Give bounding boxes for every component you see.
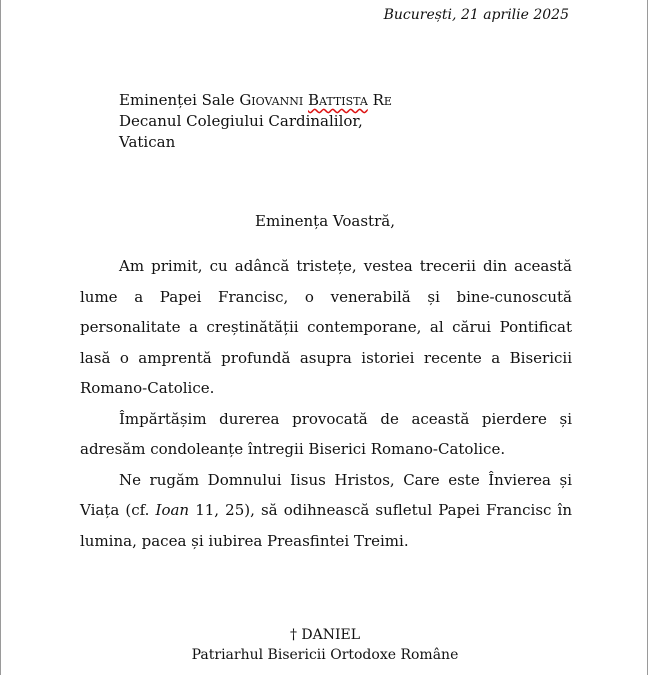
addressee-line-2: Decanul Colegiului Cardinalilor, bbox=[119, 112, 363, 130]
spellcheck-underline[interactable]: Battista bbox=[307, 91, 368, 109]
scripture-reference: Ioan bbox=[155, 501, 190, 519]
paragraph-1: Am primit, cu adâncă tristețe, vestea trecerii din această lume a Papei Francisc, o venerabilă și bine-cunoscută personalitate a creștinătății contemporane, al cărui Pontificat lasă o amprentă profundă asupra istoriei recente a Bisericii Romano-Catolice. bbox=[80, 257, 572, 397]
letter-body bbox=[80, 251, 572, 556]
signature-name: † DANIEL bbox=[289, 627, 361, 643]
salutation: Eminența Voastră, bbox=[255, 212, 395, 230]
addressee-line-3: Vatican bbox=[119, 133, 176, 151]
addressee-name: Giovanni Battista Re bbox=[239, 91, 392, 109]
paragraph-3: Ne rugăm Domnului Iisus Hristos, Care este Învierea și Viața (cf. Ioan 11, 25), să odihnească sufletul Papei Francisc în lumina, pacea și iubirea Preasfintei Treimi. bbox=[80, 470, 573, 550]
letter-date: București, 21 aprilie 2025 bbox=[383, 7, 569, 23]
addressee-line-1 bbox=[119, 90, 392, 111]
signature-block bbox=[1, 625, 648, 665]
addressee-prefix: Eminenței Sale bbox=[119, 91, 240, 109]
paragraph-2: Împărtășim durerea provocată de această pierdere și adresăm condoleanțe întregii Biserici Romano-Catolice. bbox=[80, 409, 572, 458]
addressee-block bbox=[119, 90, 392, 153]
signature-title: Patriarhul Bisericii Ortodoxe Române bbox=[191, 647, 459, 663]
